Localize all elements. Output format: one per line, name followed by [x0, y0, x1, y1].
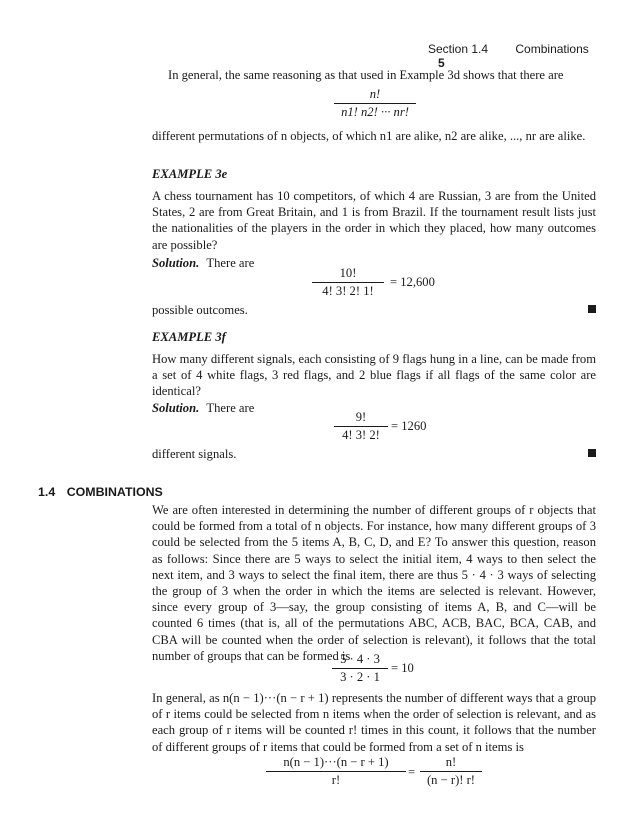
- example-3e-heading: EXAMPLE 3e: [152, 167, 228, 181]
- formula-3e-denominator: 4! 3! 2! 1!: [312, 282, 384, 299]
- formula-3f: [334, 410, 388, 443]
- formula-left-denominator: r!: [266, 771, 406, 788]
- section-paragraph-1: We are often interested in determining the number of different groups of r objects that could be formed from a total of n objects. For instance, how many different groups of 3 could be selected from the 5 items A, B, C, D, and E? To answer this question, reason as follows: Since there are 5 ways to select the initial item, 4 ways to then select the next item, and 3 ways to select the final item, there are thus 5 · 4 · 3 ways of selecting the group of 3 when the order in which the items are selected is relevant. However, since every group of 3—say, the group consisting of items A, B, and C—will be counted 6 times (that is, all of the permutations ABC, ACB, BAC, BCA, CAB, and CBA will be counted when the order of selection is relevant), it follows that the total number of groups that can be formed is: [152, 503, 596, 663]
- formula-groups-denominator: 3 · 2 · 1: [332, 668, 388, 685]
- after-formula-text: different permutations of n objects, of which n1 are alike, n2 are alike, ..., nr are alike.: [152, 129, 586, 143]
- header-title: Combinations: [515, 42, 589, 56]
- header-section: Section 1.4: [428, 42, 489, 56]
- running-header: [428, 42, 598, 70]
- intro-text: In general, the same reasoning as that used in Example 3d shows that there are: [168, 68, 564, 82]
- formula-3f-numerator: 9!: [355, 410, 367, 424]
- formula-permutations: [334, 87, 416, 120]
- example-3e-conclusion: possible outcomes.: [152, 303, 248, 317]
- example-3e-problem: A chess tournament has 10 competitors, of which 4 are Russian, 3 are from the United States, 2 are from Great Britain, and 1 is from Brazil. If the tournament result lists just the nationalities of the players in the order in which they placed, how many outcomes are possible?: [152, 189, 596, 252]
- solution-text: There are: [206, 256, 255, 270]
- formula-right-numerator: n!: [445, 755, 457, 769]
- formula-3e: [312, 266, 384, 299]
- formula-equals: =: [408, 765, 416, 779]
- solution-text: There are: [206, 401, 255, 415]
- formula-combinations-right: [420, 755, 482, 788]
- formula-groups-numerator: 5 · 4 · 3: [340, 652, 380, 666]
- section-heading: [38, 485, 163, 499]
- formula-combinations-left: [266, 755, 406, 788]
- section-paragraph-2: In general, as n(n − 1)···(n − r + 1) represents the number of different ways that a group of r items could be selected from n items when the order of selection is relevant, and as each group of r items will be counted r! times in this count, it follows that the number of different groups of r items that could be formed from a set of n items is: [152, 691, 596, 754]
- formula-3e-result: = 12,600: [390, 275, 435, 289]
- formula-groups-result: = 10: [391, 661, 414, 675]
- formula-groups: [332, 652, 388, 685]
- formula-3f-result: = 1260: [391, 419, 427, 433]
- formula-3e-numerator: 10!: [339, 266, 357, 280]
- solution-label: Solution.: [152, 256, 200, 270]
- example-3f-problem: How many different signals, each consisting of 9 flags hung in a line, can be made from a set of 4 white flags, 3 red flags, and 2 blue flags if all flags of the same color are identical?: [152, 352, 596, 399]
- example-3f-conclusion: different signals.: [152, 447, 237, 461]
- formula-numerator: n!: [369, 87, 381, 101]
- example-3e-solution: [152, 255, 254, 271]
- section-number: 1.4: [38, 485, 56, 499]
- formula-3f-denominator: 4! 3! 2!: [334, 426, 388, 443]
- page-number: 5: [438, 56, 445, 70]
- section-title: COMBINATIONS: [66, 485, 163, 499]
- example-3f-heading: EXAMPLE 3f: [152, 330, 226, 344]
- formula-denominator: n1! n2! ··· nr!: [334, 103, 416, 120]
- example-3f-solution: [152, 400, 254, 416]
- formula-right-denominator: (n − r)! r!: [420, 771, 482, 788]
- formula-left-numerator: n(n − 1)···(n − r + 1): [283, 755, 389, 769]
- end-of-example-mark: [588, 305, 596, 313]
- solution-label: Solution.: [152, 401, 200, 415]
- end-of-example-mark: [588, 449, 596, 457]
